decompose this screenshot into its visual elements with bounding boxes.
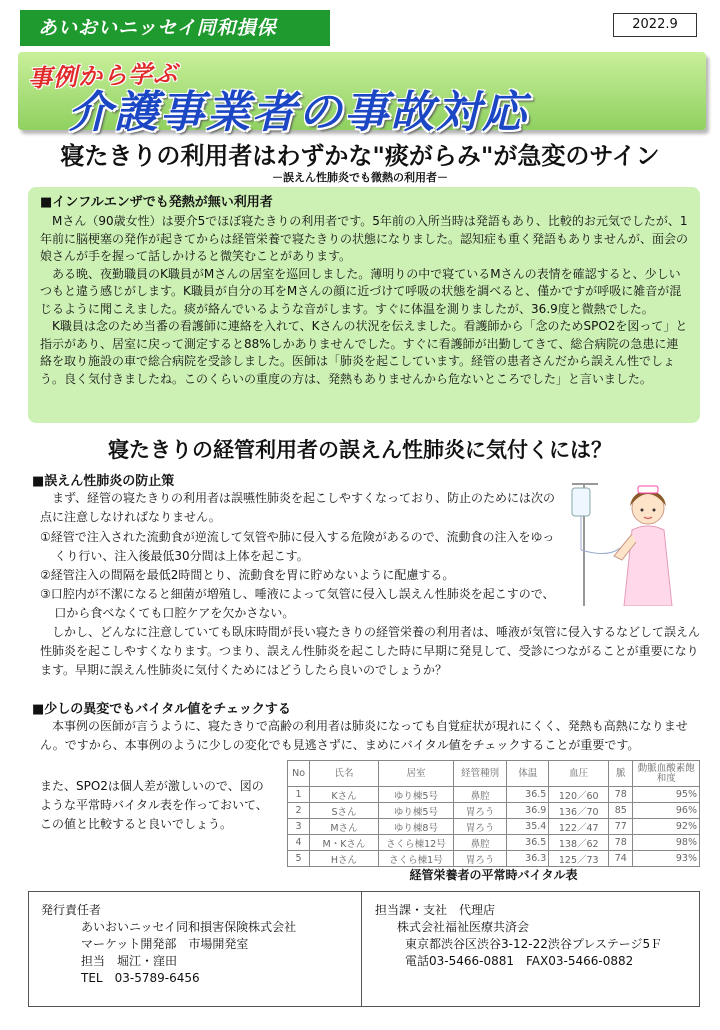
table-cell: 85	[609, 803, 633, 819]
agency-address: 東京都渋谷区渋谷3-12-22渋谷プレステージ5Ｆ	[405, 937, 663, 951]
table-cell: 5	[288, 851, 310, 867]
agency-label: 担当課・支社 代理店	[375, 903, 496, 917]
table-cell: さくら棟12号	[378, 835, 453, 851]
table-cell: 98%	[633, 835, 700, 851]
table-cell: 36.5	[507, 787, 549, 803]
table-cell: さくら棟1号	[378, 851, 453, 867]
table-cell: Hさん	[310, 851, 379, 867]
table-cell: 78	[609, 787, 633, 803]
prevention-outro-block	[40, 623, 700, 680]
table-cell: 77	[609, 819, 633, 835]
table-cell: 74	[609, 851, 633, 867]
table-cell: 93%	[633, 851, 700, 867]
table-cell: Kさん	[310, 787, 379, 803]
agency-tel: 電話03-5466-0881 FAX03-5466-0882	[405, 954, 634, 968]
prevention-heading: ■誤えん性肺炎の防止策	[32, 474, 175, 489]
table-cell: M・Kさん	[310, 835, 379, 851]
col-header: 動脈血酸素飽和度	[633, 761, 700, 787]
col-header: No	[288, 761, 310, 787]
prevention-point: ②経管注入の間隔を最低2時間とり、流動食を胃に貯めないように配慮する。	[40, 568, 455, 582]
table-cell: 4	[288, 835, 310, 851]
table-cell: Sさん	[310, 803, 379, 819]
case-paragraph: Mさん（90歳女性）は要介5でほぼ寝たきりの利用者です。5年前の入所当時は発語もあり、比較的お元気でしたが、1年前に脳梗塞の発作が起きてからは経管栄養で寝たきりの状態になりました。認知症も重く発語もありませんが、面会の娘さんが手を握って話しかけると微笑むことがあります。	[40, 214, 689, 263]
table-cell: 2	[288, 803, 310, 819]
issue-date: 2022.9	[613, 13, 697, 37]
case-box	[28, 187, 700, 423]
vital-text: 本事例の医師が言うように、寝たきりで高齢の利用者は肺炎になっても自覚症状が現れにくく、発熱も高熱になりません。ですから、本事例のように少しの変化でも見逃さずに、まめにバイタル値をチェックすることが重要です。	[40, 719, 688, 752]
prevention-point: ①経管で注入された流動食が逆流して気管や肺に侵入する危険があるので、流動食の注入をゆっくり行い、注入後最低30分間は上体を起こす。	[40, 530, 555, 563]
table-cell: ゆり棟5号	[378, 787, 453, 803]
table-cell: 鼻腔	[454, 835, 507, 851]
table-cell: 36.5	[507, 835, 549, 851]
table-cell: 胃ろう	[454, 819, 507, 835]
publisher-company: あいおいニッセイ同和損害保険株式会社	[81, 920, 297, 934]
table-row	[288, 851, 700, 867]
side-note: また、SPO2は個人差が激しいので、図のような平常時バイタル表を作っておいて、この値と比較すると良いでしょう。	[40, 779, 268, 831]
publisher-contact: 担当 堀江・窪田	[81, 954, 178, 968]
col-header: 経管種別	[454, 761, 507, 787]
banner-title: 介護事業者の事故対応	[68, 87, 528, 138]
brand-bar: あいおいニッセイ同和損保	[20, 10, 330, 46]
table-cell: 122／47	[549, 819, 609, 835]
vital-heading: ■少しの異変でもバイタル値をチェックする	[32, 702, 291, 717]
col-header: 氏名	[310, 761, 379, 787]
table-cell: 1	[288, 787, 310, 803]
table-cell: ゆり棟5号	[378, 803, 453, 819]
prevention-point: ③口腔内が不潔になると細菌が増殖し、唾液によって気管に侵入し誤えん性肺炎を起こすので、口から食べなくても口腔ケアを欠かさない。	[40, 587, 555, 620]
article-subheadline: －誤えん性肺炎でも微熱の利用者－	[272, 171, 448, 184]
table-cell: 96%	[633, 803, 700, 819]
table-cell: 3	[288, 819, 310, 835]
article-headline: 寝たきりの利用者はわずかな"痰がらみ"が急変のサイン	[60, 142, 660, 170]
publisher-department: マーケット開発部 市場開発室	[81, 937, 249, 951]
table-cell: 78	[609, 835, 633, 851]
publisher-label: 発行責任者	[41, 903, 102, 917]
vital-block	[40, 717, 702, 755]
table-caption: 経管栄養者の平常時バイタル表	[409, 868, 578, 882]
agency-name: 株式会社福祉医療共済会	[397, 920, 530, 934]
agency-info	[375, 902, 695, 970]
col-header: 血圧	[549, 761, 609, 787]
table-cell: 胃ろう	[454, 851, 507, 867]
col-header: 居室	[378, 761, 453, 787]
publisher-info	[41, 902, 359, 987]
table-cell: 120／60	[549, 787, 609, 803]
section-headline: 寝たきりの経管利用者の誤えん性肺炎に気付くには？	[108, 438, 612, 462]
case-heading: ■インフルエンザでも発熱が無い利用者	[40, 195, 273, 210]
table-cell: 125／73	[549, 851, 609, 867]
table-cell: Mさん	[310, 819, 379, 835]
publisher-tel: TEL 03-5789-6456	[81, 971, 200, 985]
prevention-intro: まず、経管の寝たきりの利用者は誤嚥性肺炎を起こしやすくなっており、防止のためには次の点に注意しなければなりません。	[40, 491, 556, 524]
table-cell: 136／70	[549, 803, 609, 819]
prevention-outro: しかし、どんなに注意していても臥床時間が長い寝たきりの経管栄養の利用者は、唾液が気管に侵入するなどして誤えん性肺炎を起こしやすくなります。つまり、誤えん性肺炎を起こした時に早期に発見して、受診につながることが重要になります。早期に誤えん性肺炎に気付くためにはどうしたら良いのでしょうか？	[40, 625, 701, 677]
table-cell: 鼻腔	[454, 787, 507, 803]
table-row	[288, 803, 700, 819]
table-cell: 95%	[633, 787, 700, 803]
table-cell: 36.3	[507, 851, 549, 867]
table-cell: ゆり棟8号	[378, 819, 453, 835]
prevention-points	[40, 528, 564, 623]
col-header: 体温	[507, 761, 549, 787]
table-header-row	[288, 761, 700, 787]
footer-divider	[361, 892, 362, 1006]
table-cell: 138／62	[549, 835, 609, 851]
col-header: 脈	[609, 761, 633, 787]
nurse-illustration	[568, 478, 686, 606]
table-cell: 36.9	[507, 803, 549, 819]
case-paragraph: K職員は念のため当番の看護師に連絡を入れて、Kさんの状況を伝えました。看護師から「念のためSPO2を図って」と指示があり、居室に戻って測定すると88%しかありませんでした。すぐに看護師が出勤してきて、総合病院の急患に連絡を取り施設の車で総合病院を受診しました。医師は「肺炎を起こしています。経管の患者さんだから誤えん性でしょう。良く気付きましたね。このくらいの重度の方は、発熱もありませんから危ないところでした」と言いました。	[40, 319, 688, 386]
table-row	[288, 819, 700, 835]
table-cell: 35.4	[507, 819, 549, 835]
table-cell: 胃ろう	[454, 803, 507, 819]
table-row	[288, 835, 700, 851]
table-cell: 92%	[633, 819, 700, 835]
case-paragraph: ある晩、夜勤職員のK職員がMさんの居室を巡回しました。薄明りの中で寝ているMさんの表情を確認すると、少しいつもと違う感じがします。K職員が自分の耳をMさんの顔に近づけて呼吸の状態を調べると、僅かですが呼吸に雑音が混じるように聞こえました。痰が絡んでいるような音がします。すぐに体温を測りましたが、36.9度と微熱でした。	[40, 266, 682, 316]
prevention-block	[40, 489, 562, 527]
banner-subtitle: 事例から学ぶ	[27, 59, 179, 93]
table-row	[288, 787, 700, 803]
vital-table	[287, 760, 700, 867]
footer-box	[28, 891, 700, 1007]
